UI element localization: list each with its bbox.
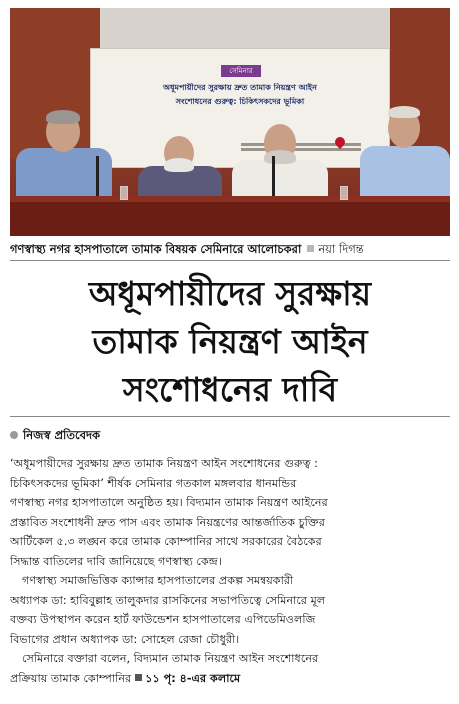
headline-line-2: তামাক নিয়ন্ত্রণ আইন bbox=[92, 322, 368, 361]
body-line: ‘অধূমপায়ীদের সুরক্ষায় দ্রুত তামাক নিয়ন্ত্রণ আইন সংশোধনের গুরুত্ব : bbox=[10, 457, 318, 470]
body-line: চিকিৎসকদের ভূমিকা’ শীর্ষক সেমিনার গতকাল মঙ্গলবার ধানমন্ডির bbox=[10, 476, 297, 490]
body-line: গণস্বাস্থ্য সমাজভিত্তিক ক্যান্সার হাসপাতালের প্রকল্প সমন্বয়কারী bbox=[22, 574, 294, 587]
caption-source: নয়া দিগন্ত bbox=[318, 242, 364, 256]
water-glass bbox=[340, 186, 348, 200]
body-line: বিভাগের প্রধান অধ্যাপক ডা: সোহেল রেজা চৌধুরী। bbox=[10, 632, 240, 646]
body-line: আর্টিকেল ৫.৩ লঙ্ঘন করে তামাক কোম্পানির সাথে সরকারের বৈঠকের bbox=[10, 535, 322, 548]
body-line: গণস্বাস্থ্য নগর হাসপাতালে অনুষ্ঠিত হয়। বিদ্যমান তামাক নিয়ন্ত্রণ আইনের bbox=[10, 496, 328, 509]
microphone-icon bbox=[96, 156, 99, 196]
body-last-text: প্রক্রিয়ায় তামাক কোম্পানির bbox=[10, 671, 132, 685]
bullet-dot-icon bbox=[10, 431, 18, 439]
body-line: প্রস্তাবিত সংশোধনী দ্রুত পাস এবং তামাক নিয়ন্ত্রণের আন্তর্জাতিক চুক্তির bbox=[10, 515, 325, 529]
body-line: অধ্যাপক ডা: হাবিবুল্লাহ তালুকদার রাসকিনের সভাপতিত্বে সেমিনারে মূল bbox=[10, 593, 326, 607]
byline bbox=[10, 426, 100, 444]
water-glass bbox=[120, 186, 128, 200]
photo-caption bbox=[10, 240, 450, 258]
divider bbox=[10, 416, 450, 417]
jump-square-icon bbox=[135, 674, 142, 681]
headline-line-1: অধূমপায়ীদের সুরক্ষায় bbox=[88, 274, 372, 313]
speaker-4 bbox=[360, 104, 450, 200]
body-line: সিদ্ধান্ত বাতিলের দাবি জানিয়েছে গণস্বাস্থ্য কেন্দ্র। bbox=[10, 554, 222, 568]
body-line-last bbox=[10, 669, 450, 689]
speaker-2 bbox=[138, 136, 222, 200]
conference-table bbox=[10, 196, 450, 236]
banner-title-line-1: অধূমপায়ীদের সুরক্ষায় দ্রুত তামাক নিয়ন্ত্রণ আইন bbox=[163, 83, 317, 92]
body-line: সেমিনারে বক্তারা বলেন, বিদ্যমান তামাক নিয়ন্ত্রণ আইন সংশোধনের bbox=[22, 652, 319, 665]
body-line: বক্তব্য উপস্থাপন করেন হার্ট ফাউন্ডেশন হাসপাতালের এপিডেমিওলজি bbox=[10, 613, 316, 626]
microphone-icon bbox=[272, 156, 275, 196]
banner-title-line-2: সংশোধনের গুরুত্ব: চিকিৎসকদের ভূমিকা bbox=[175, 97, 305, 106]
caption-separator-square-icon bbox=[307, 245, 314, 252]
continued-jump-link[interactable]: ১১ পৃ: ৪-এর কলামে bbox=[145, 671, 241, 685]
news-photo bbox=[10, 8, 450, 236]
headline-line-3: সংশোধনের দাবি bbox=[122, 370, 338, 409]
article-body bbox=[10, 454, 450, 688]
caption-text: গণস্বাস্থ্য নগর হাসপাতালে তামাক বিষয়ক সেমিনারে আলোচকরা bbox=[10, 242, 302, 256]
banner-seminar-tag: সেমিনার bbox=[221, 65, 261, 77]
headline bbox=[10, 270, 450, 414]
reporter-name: নিজস্ব প্রতিবেদক bbox=[23, 428, 101, 442]
speaker-3 bbox=[232, 124, 328, 200]
divider bbox=[10, 260, 450, 261]
